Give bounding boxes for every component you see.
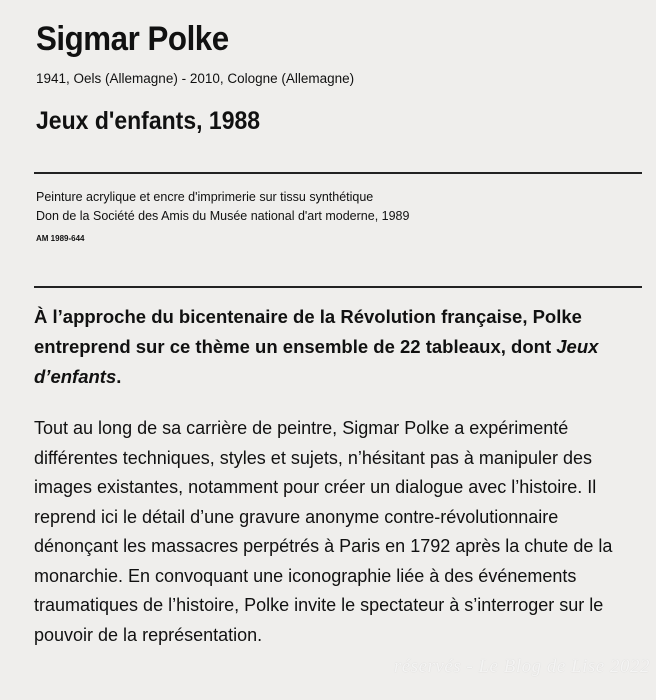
body-paragraph bbox=[34, 414, 646, 650]
lead-italic-title: Jeux d’enfants bbox=[34, 336, 599, 387]
artwork-title: Jeux d'enfants, 1988 bbox=[36, 107, 261, 135]
artwork-details bbox=[36, 188, 409, 226]
lead-paragraph bbox=[34, 302, 644, 392]
artist-name: Sigmar Polke bbox=[36, 20, 229, 58]
body-text: Tout au long de sa carrière de peintre, Sigmar Polke a expérimenté différentes techniques, styles et sujets, n’hésitant pas à manipuler des images existantes, notamment pour créer un dialogue avec l’histoire. Il reprend ici le détail d’une gravure anonyme contre-révolutionnaire dénonçant les massacres perpétrés à Paris en 1792 après la chute de la monarchie. En convoquant une iconographie liée à des événements traumatiques de l’histoire, Polke invite le spectateur à s’interroger sur le pouvoir de la représentation. bbox=[34, 418, 613, 645]
lead-end: . bbox=[116, 366, 122, 387]
lead-text: À l’approche du bicentenaire de la Révolution française, Polke entreprend sur ce thème un ensemble de 22 tableaux, dont bbox=[34, 306, 582, 357]
inventory-number: AM 1989-644 bbox=[36, 234, 85, 243]
divider-top bbox=[34, 172, 642, 174]
artist-dates: 1941, Oels (Allemagne) - 2010, Cologne (Allemagne) bbox=[36, 71, 355, 86]
divider-bottom bbox=[34, 286, 642, 288]
artwork-medium: Peinture acrylique et encre d'imprimerie sur tissu synthétique bbox=[36, 190, 374, 204]
artwork-credit: Don de la Société des Amis du Musée national d'art moderne, 1989 bbox=[36, 209, 410, 223]
watermark: réservés - Le Blog de Lise 2022 bbox=[393, 656, 650, 677]
